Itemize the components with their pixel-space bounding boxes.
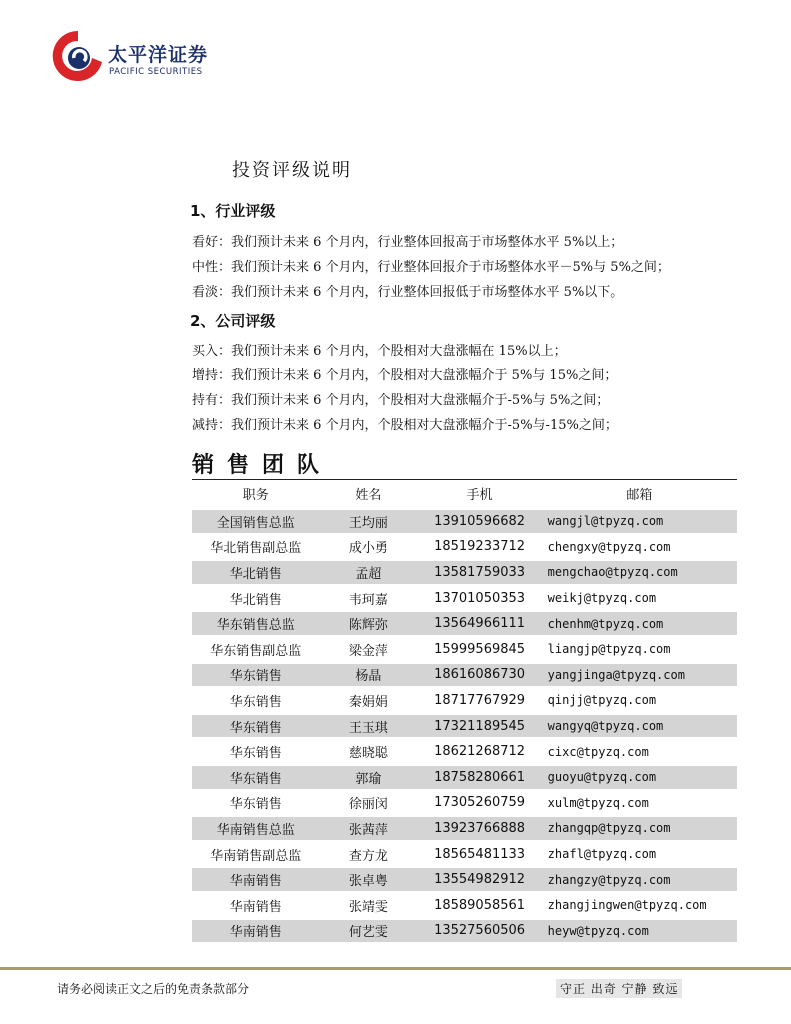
brand-logo [52, 28, 222, 84]
phone-cell: 18717767929 [417, 688, 541, 714]
email-cell: liangjp@tpyzq.com [542, 636, 737, 662]
email-cell: guoyu@tpyzq.com [542, 764, 737, 790]
role-cell: 华东销售 [192, 764, 319, 790]
phone-cell: 18589058561 [417, 892, 541, 918]
name-cell: 王均丽 [319, 509, 417, 535]
footer-motto: 守正 出奇 宁静 致远 [556, 979, 682, 998]
column-header-name: 姓名 [319, 480, 417, 509]
name-cell: 查方龙 [319, 841, 417, 867]
email-cell: wangyq@tpyzq.com [542, 713, 737, 739]
name-cell: 张茜萍 [319, 816, 417, 842]
name-cell: 慈晓聪 [319, 739, 417, 765]
phone-cell: 13527560506 [417, 918, 541, 944]
sales-team-heading: 销售团队 [192, 453, 333, 478]
table-row [192, 790, 737, 816]
page-title: 投资评级说明 [232, 160, 352, 181]
phone-cell: 18758280661 [417, 764, 541, 790]
table-row [192, 816, 737, 842]
phone-cell: 13923766888 [417, 816, 541, 842]
role-cell: 华南销售 [192, 918, 319, 944]
email-cell: zhangjingwen@tpyzq.com [542, 892, 737, 918]
phone-cell: 18519233712 [417, 534, 541, 560]
company-rating-line: 减持：我们预计未来 6 个月内，个股相对大盘涨幅介于-5%与-15%之间； [192, 418, 618, 433]
email-cell: zhangzy@tpyzq.com [542, 867, 737, 893]
table-row [192, 560, 737, 586]
role-cell: 华东销售副总监 [192, 636, 319, 662]
role-cell: 华东销售总监 [192, 611, 319, 637]
name-cell: 何艺雯 [319, 918, 417, 944]
phone-cell: 18616086730 [417, 662, 541, 688]
table-row [192, 713, 737, 739]
phone-cell: 13910596682 [417, 509, 541, 535]
email-cell: heyw@tpyzq.com [542, 918, 737, 944]
name-cell: 张靖雯 [319, 892, 417, 918]
name-cell: 孟超 [319, 560, 417, 586]
name-cell: 秦娟娟 [319, 688, 417, 714]
role-cell: 华北销售 [192, 560, 319, 586]
company-rating-line: 持有：我们预计未来 6 个月内，个股相对大盘涨幅介于-5%与 5%之间； [192, 393, 610, 408]
role-cell: 华北销售 [192, 585, 319, 611]
phone-cell: 17305260759 [417, 790, 541, 816]
table-row [192, 509, 737, 535]
role-cell: 华北销售副总监 [192, 534, 319, 560]
name-cell: 郭瑜 [319, 764, 417, 790]
footer-disclaimer: 请务必阅读正文之后的免责条款部分 [57, 982, 250, 996]
role-cell: 华南销售副总监 [192, 841, 319, 867]
email-cell: chengxy@tpyzq.com [542, 534, 737, 560]
table-header-row [192, 480, 737, 509]
phone-cell: 17321189545 [417, 713, 541, 739]
table-row [192, 739, 737, 765]
table-row [192, 611, 737, 637]
table-row [192, 892, 737, 918]
brand-name-en: PACIFIC SECURITIES [109, 67, 203, 77]
role-cell: 华南销售 [192, 867, 319, 893]
email-cell: cixc@tpyzq.com [542, 739, 737, 765]
email-cell: yangjinga@tpyzq.com [542, 662, 737, 688]
email-cell: xulm@tpyzq.com [542, 790, 737, 816]
name-cell: 陈辉弥 [319, 611, 417, 637]
email-cell: chenhm@tpyzq.com [542, 611, 737, 637]
column-header-role: 职务 [192, 480, 319, 509]
phone-cell: 18565481133 [417, 841, 541, 867]
role-cell: 华南销售 [192, 892, 319, 918]
table-row [192, 867, 737, 893]
role-cell: 华东销售 [192, 662, 319, 688]
sales-team-table [192, 479, 737, 945]
name-cell: 张卓粤 [319, 867, 417, 893]
brand-name-cn: 太平洋证券 [108, 44, 209, 66]
name-cell: 韦珂嘉 [319, 585, 417, 611]
email-cell: zhangqp@tpyzq.com [542, 816, 737, 842]
name-cell: 王玉琪 [319, 713, 417, 739]
email-cell: zhafl@tpyzq.com [542, 841, 737, 867]
email-cell: mengchao@tpyzq.com [542, 560, 737, 586]
role-cell: 华东销售 [192, 739, 319, 765]
name-cell: 杨晶 [319, 662, 417, 688]
table-row [192, 662, 737, 688]
industry-rating-line: 中性：我们预计未来 6 个月内，行业整体回报介于市场整体水平－5%与 5%之间； [192, 260, 670, 275]
role-cell: 华东销售 [192, 790, 319, 816]
email-cell: qinjj@tpyzq.com [542, 688, 737, 714]
table-row [192, 534, 737, 560]
role-cell: 华东销售 [192, 688, 319, 714]
name-cell: 徐丽闵 [319, 790, 417, 816]
phone-cell: 13564966111 [417, 611, 541, 637]
phone-cell: 13554982912 [417, 867, 541, 893]
column-header-email: 邮箱 [542, 480, 737, 509]
table-row [192, 841, 737, 867]
table-row [192, 585, 737, 611]
role-cell: 华东销售 [192, 713, 319, 739]
table-row [192, 764, 737, 790]
name-cell: 梁金萍 [319, 636, 417, 662]
phone-cell: 18621268712 [417, 739, 541, 765]
table-row [192, 636, 737, 662]
phone-cell: 13581759033 [417, 560, 541, 586]
role-cell: 华南销售总监 [192, 816, 319, 842]
name-cell: 成小勇 [319, 534, 417, 560]
email-cell: wangjl@tpyzq.com [542, 509, 737, 535]
industry-rating-line: 看淡：我们预计未来 6 个月内，行业整体回报低于市场整体水平 5%以下。 [192, 285, 624, 300]
company-rating-line: 买入：我们预计未来 6 个月内，个股相对大盘涨幅在 15%以上； [192, 344, 567, 359]
table-row [192, 688, 737, 714]
industry-rating-heading: 1、行业评级 [190, 202, 276, 220]
company-rating-heading: 2、公司评级 [190, 312, 276, 330]
pacific-securities-logo-icon [52, 28, 104, 84]
phone-cell: 13701050353 [417, 585, 541, 611]
table-row [192, 918, 737, 944]
role-cell: 全国销售总监 [192, 509, 319, 535]
column-header-phone: 手机 [417, 480, 541, 509]
footer-divider [0, 967, 791, 970]
phone-cell: 15999569845 [417, 636, 541, 662]
company-rating-line: 增持：我们预计未来 6 个月内，个股相对大盘涨幅介于 5%与 15%之间； [192, 368, 618, 383]
industry-rating-line: 看好：我们预计未来 6 个月内，行业整体回报高于市场整体水平 5%以上； [192, 235, 624, 250]
email-cell: weikj@tpyzq.com [542, 585, 737, 611]
